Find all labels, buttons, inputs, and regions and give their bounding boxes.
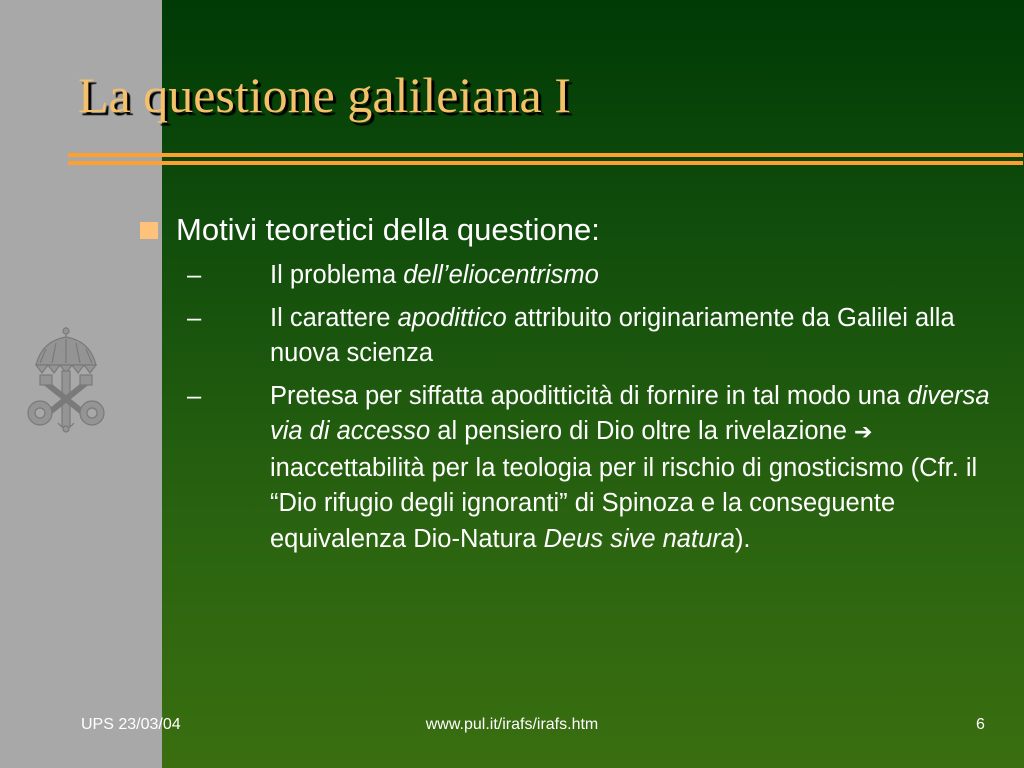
slide-title: La questione galileiana I bbox=[78, 67, 571, 123]
title-rule-upper bbox=[68, 153, 1023, 157]
dash-marker: – bbox=[187, 303, 202, 332]
emphasis: Deus sive natura bbox=[543, 524, 735, 553]
emphasis: dell’eliocentrismo bbox=[403, 261, 599, 289]
emphasis: apodittico bbox=[397, 303, 507, 332]
right-arrow-icon: ➔ bbox=[853, 420, 873, 445]
dash-marker: – bbox=[187, 261, 202, 289]
sub-bullet-list bbox=[140, 258, 1010, 557]
slide-number: 6 bbox=[976, 716, 985, 733]
sub-bullet-text: Pretesa per siffatta apoditticità di fornire in tal modo una diversa via di accesso al pensiero di Dio oltre la rivelazione ➔ inaccettabilità per la teologia per il rischio di gnosticismo (Cfr. il “Dio rifugio degli ignoranti” di Spinoza e la conseguente equivalenza Dio-Natura Deus sive natura). bbox=[270, 381, 990, 553]
bullet-list bbox=[140, 208, 1010, 564]
sub-bullet-item bbox=[140, 379, 1010, 558]
square-bullet-icon bbox=[140, 222, 158, 239]
sub-bullet-text: Il carattere apodittico attribuito originariamente da Galilei alla nuova scienza bbox=[270, 303, 955, 367]
sub-bullet-item bbox=[140, 301, 1010, 372]
title-rule-lower bbox=[68, 161, 1023, 165]
sub-bullet-item bbox=[140, 258, 1010, 294]
papal-coat-of-arms-icon bbox=[22, 325, 110, 435]
sub-bullet-text: Il problema dell’eliocentrismo bbox=[270, 261, 599, 289]
footer-url: www.pul.it/irafs/irafs.htm bbox=[425, 716, 599, 733]
bullet-item bbox=[140, 208, 1010, 252]
bullet-text: Motivi teoretici della questione: bbox=[176, 212, 600, 247]
footer-date: UPS 23/03/04 bbox=[81, 716, 181, 733]
emphasis: diversa via di accesso bbox=[270, 381, 990, 445]
dash-marker: – bbox=[187, 381, 202, 410]
